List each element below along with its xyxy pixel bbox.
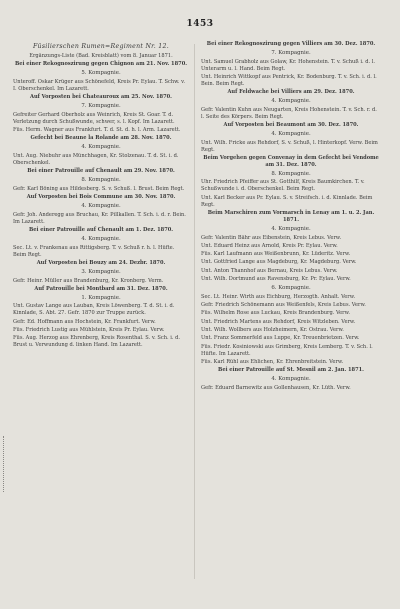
- list-subtitle: Ergänzungs-Liste (Bad. Kreisblatt) vom 8. Januar 1871.: [29, 52, 173, 59]
- casualty-entry: Füs. Karl Laufmann aus Weißenbrunn, Kr. Lüderitz. Verw.: [201, 251, 351, 258]
- column-divider: [194, 44, 195, 579]
- casualty-entry: Unt. Samuel Grabholz aus Golaw, Kr. Hohenstein. T. v. Schuß i. d. l. Unterarm u. l. Hand. Beim Regt.: [201, 58, 375, 72]
- casualty-entry: Füs. Wilhelm Rose aus Luckau, Kreis Brandenburg. Verw.: [201, 310, 350, 317]
- engagement-heading: Bei einer Rekognoszirung gegen Villiers am 30. Dez. 1870.: [206, 41, 376, 47]
- company-heading: 7. Kompagnie.: [271, 49, 311, 56]
- casualty-entry: Gefr. Valentin Kuhn aus Neugarten, Kreis Hohenstein. T. v. Sch. r. d. l. Seite des Körpers. Beim Regt.: [201, 106, 377, 120]
- casualty-entry: Unt. Gottfried Lange aus Magdeburg, Kr. Magdeburg. Verw.: [201, 259, 357, 266]
- casualty-entry: Unt. Friedrich Martens aus Rehdorf, Kreis Witzleben. Verw.: [201, 318, 356, 325]
- engagement-heading: Auf Vorposten bei Beaumont am 30. Dez. 1870.: [223, 122, 359, 129]
- casualty-entry: Unt. Karl Becker aus Pr. Eylau. S. v. Streifsch. i. d. Kinnlade. Beim Regt.: [201, 194, 373, 208]
- company-heading: 5. Kompagnie.: [81, 69, 121, 76]
- company-heading: 4. Kompagnie.: [271, 130, 311, 137]
- right-column: [201, 41, 381, 393]
- casualty-entry: Unt. Franz Sommerfeld aus Luppe, Kr. Treuenbrietzen. Verw.: [201, 335, 360, 342]
- engagement-heading: Auf Vorposten bei Bouzy am 24. Dezbr. 1870.: [36, 259, 166, 266]
- company-heading: 8. Kompagnie.: [81, 176, 121, 183]
- casualty-entry: Füs. Aug. Herzog aus Ehrenberg, Kreis Rosenthal. S. v. Sch. i. d. Brust u. Verwundung d. linken Hand. Im Lazarett.: [13, 335, 180, 349]
- engagement-heading: Auf Vorposten bei Chateauroux am 25. Nov. 1870.: [30, 94, 172, 101]
- casualty-entry: Füs. Friedr. Kosiniowski aus Grimberg, Kreis Lemberg. T. v. Sch. l. Hüfte. Im Lazarett.: [201, 343, 373, 357]
- casualty-entry: Gefr. Eduard Barnewitz aus Gollenhausen, Kr. Lüth. Verw.: [201, 384, 351, 391]
- casualty-entry: Unt. Wilh. Fricke aus Rehdorf, S. v. Schuß, l. Hinterkopf. Verw. Beim Regt.: [201, 139, 378, 153]
- engagement-heading: Gefecht bei Beaune la Rolande am 28. Nov. 1870.: [30, 135, 172, 142]
- company-heading: 4. Kompagnie.: [81, 235, 121, 242]
- casualty-entry: Gefr. Friedrich Schönemann aus Weißenfels, Kreis Lebus. Verw.: [201, 302, 366, 309]
- engagement-heading: Bei einer Rekognoszirung gegen Chignon am 21. Nov. 1870.: [14, 61, 188, 68]
- page-number: 1453: [186, 19, 214, 29]
- casualty-entry: Unt. Wilh. Wollbers aus Holzheimern, Kr. Ostrau. Verw.: [201, 327, 344, 333]
- casualty-entry: Gefr. Ed. Hoffmann aus Hochstein, Kr. Frankfurt. Verw.: [13, 318, 156, 325]
- casualty-entry: Füs. Herm. Wagner aus Frankfurt. T. d. St. d. h. l. Arm. Lazarett.: [13, 126, 181, 133]
- casualty-entry: Unt. Wilh. Dortmund aus Ravensburg, Kr. Pr. Eylau. Verw.: [201, 276, 351, 283]
- casualty-entry: Sec. Lt. v. Frankenau aus Rittigsberg. T. v. Schuß r. h. l. Hüfte. Beim Regt.: [13, 244, 175, 258]
- company-heading: 1. Kompagnie.: [81, 294, 121, 301]
- casualty-entry: Unt. Eduard Heinz aus Arnold, Kreis Pr. Eylau. Verw.: [201, 242, 338, 249]
- casualty-entry: Gefr. Karl Böning aus Hildesberg. S. v. Schuß. l. Brust. Beim Regt.: [13, 185, 185, 192]
- company-heading: 6. Kompagnie.: [271, 284, 311, 291]
- casualty-entry: Unt. Gustav Lange aus Lauban, Kreis Löwenberg. T. d. St. i. d. Kinnlade, S. Abt. 27. Gefr. 1870 zur Truppe zurück.: [13, 303, 175, 317]
- casualty-entry: Gefr. Joh. Anderegg aus Bruchau, Kr. Pillkallen. T. Sch. i. d. r. Bein. Im Lazarett.: [13, 211, 186, 225]
- left-column: [13, 41, 189, 351]
- engagement-heading: Beim Marschiren zum Vormarsch in Lenay am 1. u. 2. Jan. 1871.: [207, 209, 375, 223]
- casualty-entry: Uhr. Friedrich Pfeiffer aus St. Gotthilf, Kreis Baumkirchen. T. v. Schußwunde i. d. Oberschenkel. Beim Regt.: [201, 179, 365, 193]
- engagement-heading: Auf Feldwache bei Villiers am 29. Dez. 1870.: [227, 89, 355, 96]
- company-heading: 4. Kompagnie.: [81, 143, 121, 150]
- casualty-entry: Unt. Anton Thannhof aus Bernau, Kreis Lebus. Verw.: [201, 267, 338, 274]
- casualty-entry: Unteroff. Oskar Krüger aus Schönefeld, Kreis Pr. Eylau. T. Schw. v. I. Oberschenkel. Im Lazarett.: [13, 78, 186, 92]
- engagement-heading: Beim Vorgehen gegen Convenay in dem Gefecht bei Vendome am 31. Dez. 1870.: [203, 154, 379, 168]
- casualty-entry: Füs. Karl Rühl aus Ehlichen, Kr. Ehrenbreitstein. Verw.: [201, 358, 344, 365]
- casualty-entry: Unt. Heinrich Wittkopf aus Pentrick, Kr. Bodenburg. T. v. Sch. i. d. l. Bein. Beim Regt.: [201, 73, 377, 87]
- regiment-heading: Füsilierschen Rumen=Regiment Nr. 12.: [32, 42, 170, 50]
- company-heading: 4. Kompagnie.: [271, 97, 311, 104]
- company-heading: 4. Kompagnie.: [81, 202, 121, 209]
- company-heading: 3. Kompagnie.: [81, 268, 121, 275]
- company-heading: 8. Kompagnie.: [271, 170, 311, 177]
- casualty-entry: Gefr. Valentin Bähr aus Eibenstein, Kreis Lebus. Verw.: [201, 234, 342, 241]
- engagement-heading: Bei einer Patrouille auf Chenault am 1. Dez. 1870.: [28, 226, 174, 233]
- engagement-heading: Auf Patrouille bei Montbard am 31. Dez. 1870.: [34, 285, 168, 292]
- engagement-heading: Bei einer Patrouille auf Chenault am 29. Nov. 1870.: [27, 168, 175, 175]
- engagement-heading: Bei einer Patrouille auf St. Mesnil am 2. Jan. 1871.: [218, 367, 364, 374]
- engagement-heading: Auf Vorposten bei Bois Commune am 30. Nov. 1870.: [26, 194, 176, 201]
- company-heading: 4. Kompagnie.: [271, 225, 311, 232]
- casualty-entry: Sec. Lt. Heinr. Wirth aus Eichburg, Herzogth. Anhalt. Verw.: [201, 293, 356, 300]
- company-heading: 4. Kompagnie.: [271, 375, 311, 382]
- casualty-entry: Gefreiter Gerhard Oberholz aus Weinrich, Kreis St. Goar. T. d. Verletzung durch Schußwunde, schwer, s. l. Kopf. Im Lazarett.: [13, 111, 175, 125]
- company-heading: 7. Kompagnie.: [81, 102, 121, 109]
- casualty-entry: Gefr. Heinr. Müller aus Brandenburg, Kr. Kronberg. Verm.: [13, 277, 164, 284]
- casualty-entry: Füs. Friedrich Lustig aus Mühlstein, Kreis Pr. Eylau. Verw.: [13, 327, 165, 334]
- casualty-entry: Unt. Aug. Niebuhr aus Münchhagen, Kr. Stolzenau. T. d. St. i. d. Oberschenkel.: [13, 152, 179, 166]
- page-edge-mark: [0, 436, 4, 492]
